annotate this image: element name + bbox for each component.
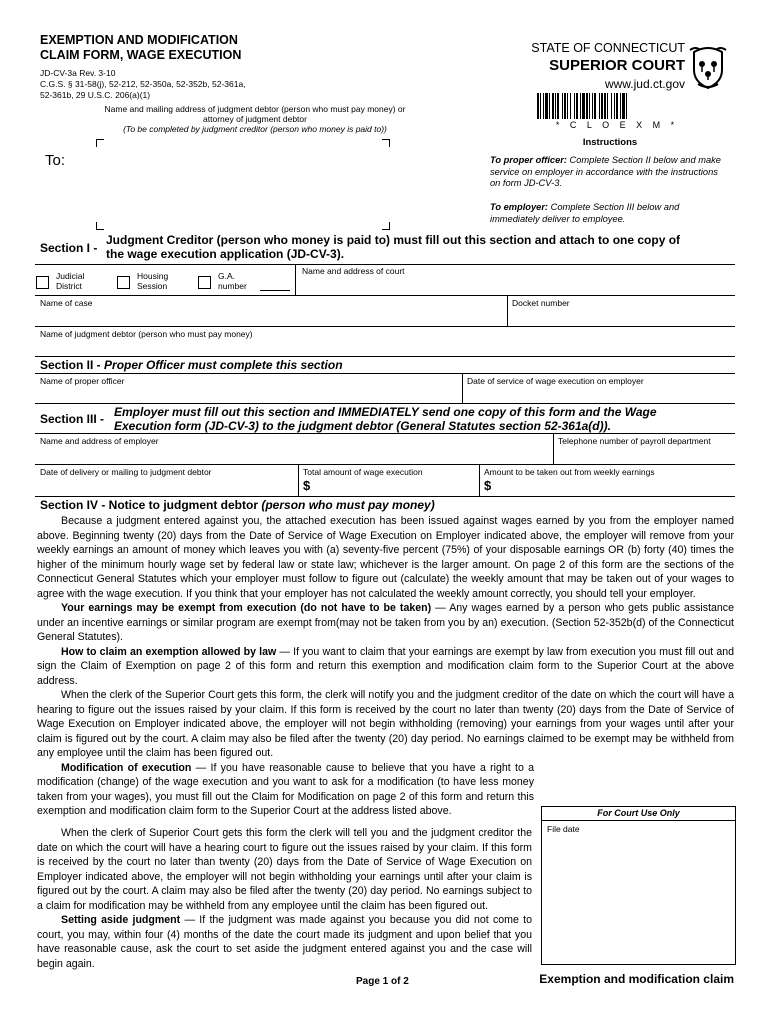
- employer-instruction-lead: To employer:: [490, 202, 549, 212]
- court-use-heading: For Court Use Only: [542, 807, 735, 821]
- section2-field-rule: [35, 373, 735, 374]
- docket-divider: [507, 295, 508, 326]
- section2-heading: [40, 358, 343, 372]
- employer-instruction-text: Complete Section III below and immediately deliver to employee.: [490, 202, 680, 224]
- ga-label-1: G.A.: [218, 271, 236, 281]
- notice-top-block: [37, 514, 734, 819]
- officer-instruction: [490, 155, 730, 190]
- service-date-label: Date of service of wage execution on employer: [467, 376, 644, 386]
- judicial-district-checkbox[interactable]: [36, 276, 49, 289]
- court-address-label: Name and address of court: [302, 266, 405, 276]
- housing-session-label: [137, 271, 168, 291]
- section4-heading: [40, 498, 435, 512]
- address-corner-tr: [382, 139, 390, 147]
- section2-top-rule: [35, 356, 735, 357]
- notice-paragraph-2: [37, 601, 734, 645]
- proper-officer-label: Name of proper officer: [40, 376, 125, 386]
- section1-title-line2: the wage execution application (JD-CV-3).: [106, 247, 345, 261]
- notice-paragraph-4: When the clerk of the Superior Court gets this form, the clerk will notify you and the judgment creditor of the date on which the court will have a hearing to figure out the issues raised by your claim. If this form is received by the court no later than twenty (20) days from the Date of Service of Wage Execution on Employer indicated above, the employer will not begin withholding (removing) your earnings from your wages until after your claim is figured out by the court. A claim may also be filed after the twenty (20) day period. No earnings claimed to be exempt may be withheld from any employee until the claim has been figured out.: [37, 689, 734, 759]
- ga-number-checkbox[interactable]: [198, 276, 211, 289]
- housing-label-2: Session: [137, 281, 168, 291]
- section3-label: Section III -: [40, 412, 105, 426]
- section3-top-rule: [35, 403, 735, 404]
- ga-number-field[interactable]: [260, 290, 290, 291]
- claim-exemption-heading: How to claim an exemption allowed by law: [61, 645, 277, 658]
- exempt-earnings-heading: Your earnings may be exempt from execution (do not have to be taken): [61, 602, 432, 614]
- section2-label: Section II -: [40, 358, 101, 372]
- delivery-top-rule: [35, 464, 735, 465]
- ga-number-label: [218, 271, 247, 291]
- address-instruction-line2: attorney of judgment debtor: [203, 114, 307, 124]
- address-corner-bl: [96, 222, 104, 230]
- weekly-amount-label: Amount to be taken out from weekly earnings: [484, 467, 655, 477]
- officer-instruction-lead: To proper officer:: [490, 155, 567, 165]
- section3-bottom-rule: [35, 496, 735, 497]
- set-aside-text: — If the judgment was made against you because you did not come to court, you may, within four (4) months of the date the court made its judgment and upon belief that you have reasonable cause, ask the court to set aside the judgment entered against you and the case will begin again.: [37, 914, 532, 970]
- officer-instruction-text: Complete Section II below and make service on employer in accordance with the instructions on form JD-CV-3.: [490, 155, 721, 188]
- housing-label-1: Housing: [137, 271, 169, 281]
- judicial-label-2: District: [56, 281, 82, 291]
- notice-paragraph-3: [37, 645, 734, 689]
- barcode-text: * C L O E X M *: [555, 120, 679, 130]
- housing-session-checkbox[interactable]: [117, 276, 130, 289]
- state-name: STATE OF CONNECTICUT: [531, 41, 685, 55]
- employer-instruction: [490, 202, 730, 225]
- statutes-line2: 52-361b, 29 U.S.C. 206(a)(1): [40, 90, 151, 100]
- modification-text: — If you have reasonable cause to believe that you have a right to a modification (change) of the wage execution and you want to ask for a modification (to have less money taken from your wages), you must fill out the Claim for Modification on page 2 of this form and return this exemption and modification claim form to the Superior Court at the address listed above.: [37, 761, 534, 817]
- connecticut-seal-icon: [686, 42, 730, 90]
- court-use-box: [541, 806, 736, 965]
- barcode-icon: [537, 93, 697, 119]
- form-name-footer: Exemption and modification claim: [539, 972, 734, 986]
- court-name: SUPERIOR COURT: [549, 57, 685, 74]
- debtor-name-label: Name of judgment debtor (person who must pay money): [40, 329, 253, 339]
- judicial-district-label: [56, 271, 84, 291]
- docket-number-label: Docket number: [512, 298, 570, 308]
- total-divider: [298, 464, 299, 496]
- form-id: JD-CV-3a Rev. 3-10: [40, 68, 116, 78]
- section1-top-rule: [35, 264, 735, 265]
- to-label: To:: [45, 152, 66, 169]
- address-instruction-line3: (To be completed by judgment creditor (person who money is paid to)): [123, 124, 387, 134]
- modification-heading: Modification of execution: [61, 761, 192, 774]
- payroll-phone-label: Telephone number of payroll department: [558, 436, 711, 446]
- weekly-divider: [479, 464, 480, 496]
- set-aside-heading: Setting aside judgment: [61, 914, 181, 926]
- form-title-line2: CLAIM FORM, WAGE EXECUTION: [40, 48, 242, 62]
- notice-paragraph-7: [37, 913, 532, 971]
- section3-title-line1: Employer must fill out this section and IMMEDIATELY send one copy of this form and the Wage: [114, 405, 657, 419]
- notice-paragraph-1: Because a judgment entered against you, the attached execution has been issued against wages earned by you from the employer named above. Beginning twenty (20) days from the Date of Service of Wage Execution on Employer indicated above, the employer will remove from your weekly earnings an amount of money which leaves you with (a) seventy-five percent (75%) of your disposable earnings OR (b) forty (40) times the higher of the minimum hourly wage set by federal law or state law; whichever is the larger amount. On page 2 of this form are the sections of the Connecticut General Statutes which your employer must follow to figure out (calculate) the weekly amount that may be taken out of your wages to agree with the wage execution. If you think that your employer has not calculated the weekly amount correctly, you should tell your employer.: [37, 515, 734, 600]
- section3-title-line2: Execution form (JD-CV-3) to the judgment debtor (General Statutes section 52-361a(d)).: [114, 419, 611, 433]
- instructions-heading: Instructions: [582, 137, 638, 148]
- form-title-line1: EXEMPTION AND MODIFICATION: [40, 33, 238, 47]
- section1-label: Section I -: [40, 241, 98, 255]
- ga-label-2: number: [218, 281, 247, 291]
- page-number: Page 1 of 2: [356, 976, 409, 987]
- service-date-divider: [462, 373, 463, 403]
- section4-label: Section IV - Notice to judgment debtor: [40, 498, 259, 512]
- debtor-address-field[interactable]: [100, 150, 380, 220]
- judicial-label-1: Judicial: [56, 271, 85, 281]
- section1-title-line1: Judgment Creditor (person who money is paid to) must fill out this section and attach to one copy of: [106, 233, 681, 247]
- total-amount-label: Total amount of wage execution: [303, 467, 423, 477]
- section4-label-italic: (person who must pay money): [261, 498, 435, 512]
- delivery-date-label: Date of delivery or mailing to judgment debtor: [40, 467, 212, 477]
- total-dollar-sign: $: [303, 478, 311, 493]
- file-date-label: File date: [547, 824, 580, 834]
- notice-bottom-block: [37, 826, 532, 971]
- phone-divider: [553, 433, 554, 464]
- address-corner-br: [382, 222, 390, 230]
- claim-exemption-text: — If you want to claim that your earnings are exempt by law from execution you must fill out and sign the Claim of Exemption on page 2 of this form and return this exemption and modification claim form to the Superior Court at the above address.: [37, 645, 735, 687]
- exempt-earnings-text: — Any wages earned by a person who gets public assistance under an incentive earnings or similar program are exempt from(may not be taken from you by an) execution. (Section 52-352b(d) of the Connecticut General Statutes).: [37, 602, 734, 643]
- website: www.jud.ct.gov: [604, 77, 685, 91]
- weekly-dollar-sign: $: [484, 478, 492, 493]
- employer-top-rule: [35, 433, 735, 434]
- case-name-label: Name of case: [40, 298, 93, 308]
- case-top-rule: [35, 295, 735, 296]
- employer-address-label: Name and address of employer: [40, 436, 159, 446]
- notice-paragraph-5: [37, 761, 534, 819]
- address-instruction-line1: Name and mailing address of judgment debtor (person who must pay money) or: [104, 104, 406, 114]
- notice-paragraph-6: When the clerk of Superior Court gets this form the clerk will tell you and the judgment creditor the date on which the court will have a hearing court to figure out the issues raised by your claim. If this form is received by the court no later than twenty (20) days from the Date of Service of Wage Execution on Employer indicated above, the employer will not begin withholding your earnings until after your claim is figured out by the court. A claim may also be filed after the twenty (20) day period. No earnings subject to a claim for modification may be withheld from any employee until the claim has been figured out.: [37, 827, 532, 912]
- court-divider: [295, 264, 296, 296]
- debtor-top-rule: [35, 326, 735, 327]
- section2-title: Proper Officer must complete this section: [104, 358, 343, 372]
- statutes-line1: C.G.S. § 31-58(j), 52-212, 52-350a, 52-352b, 52-361a,: [40, 79, 246, 89]
- address-corner-tl: [96, 139, 104, 147]
